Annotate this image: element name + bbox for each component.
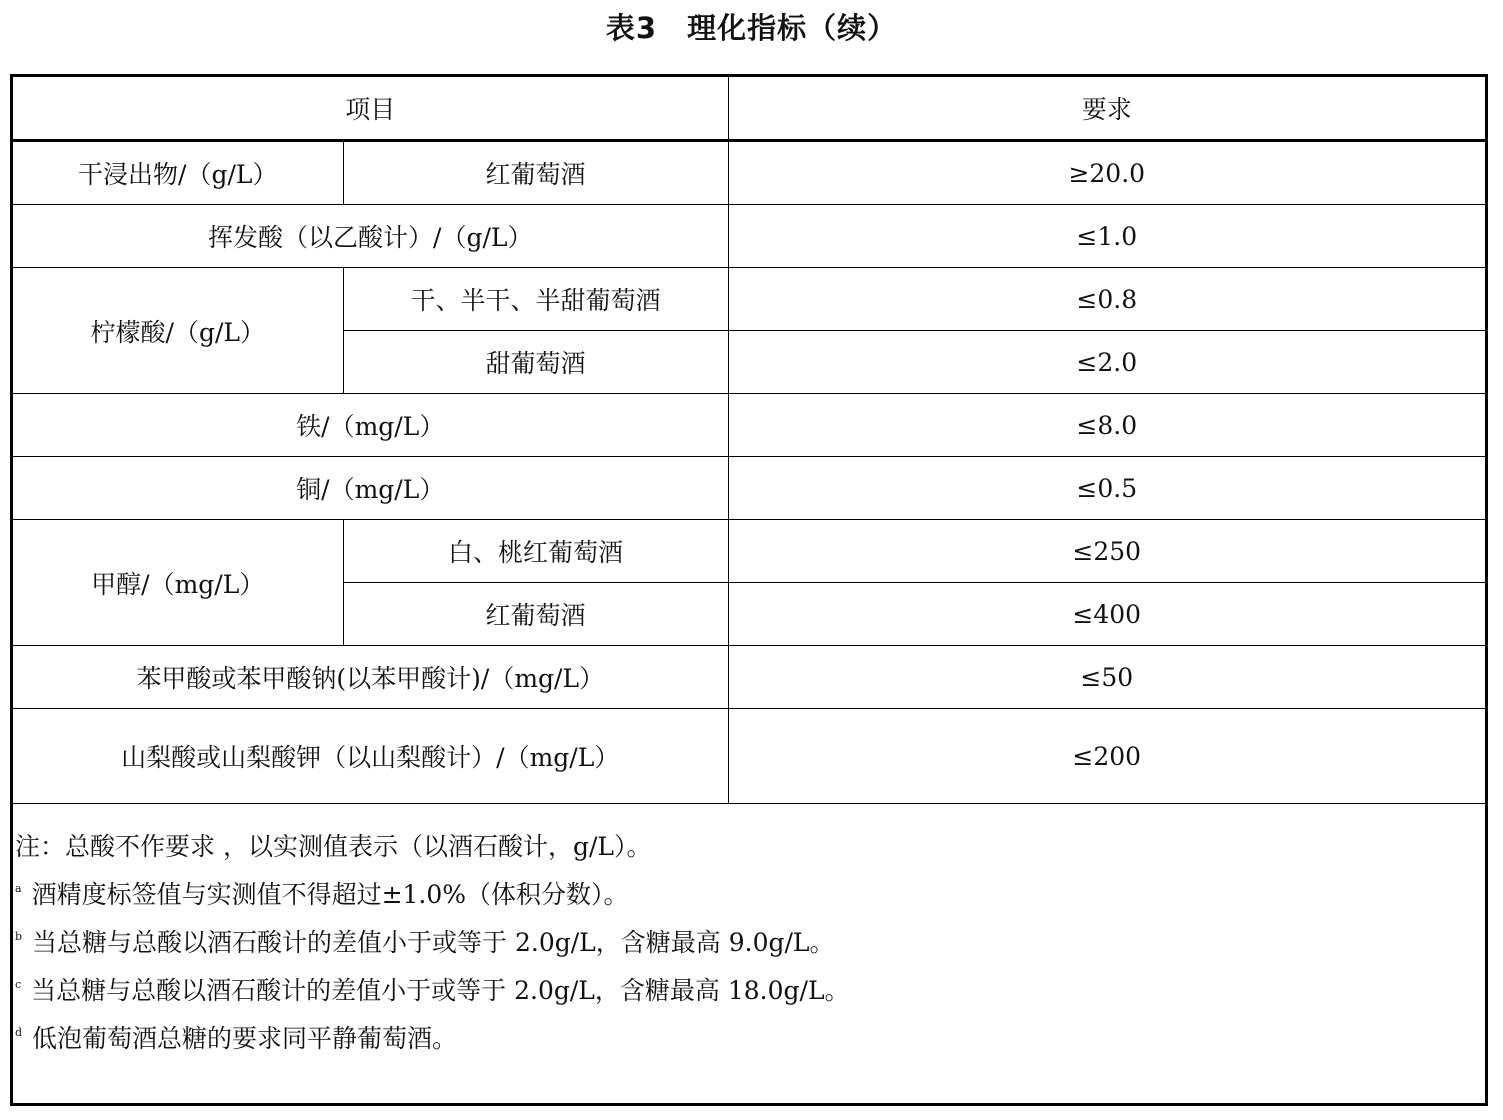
citric-acid-value1: ≤0.8	[728, 268, 1485, 331]
benzoic-value: ≤50	[728, 646, 1485, 709]
methanol-sub1: 白、桃红葡萄酒	[343, 520, 728, 583]
iron-value: ≤8.0	[728, 394, 1485, 457]
note-b	[15, 919, 1475, 967]
table-row	[13, 457, 1485, 520]
sorbic-label: 山梨酸或山梨酸钾（以山梨酸计）/（mg/L）	[13, 709, 728, 804]
table-notes	[15, 823, 1475, 1063]
footnote-mark-b: b	[15, 930, 23, 943]
table-header-row	[13, 77, 1485, 141]
methanol-value2: ≤400	[728, 583, 1485, 646]
table-title: 表3 理化指标（续）	[605, 11, 898, 45]
methanol-value1: ≤250	[728, 520, 1485, 583]
physicochemical-table	[13, 77, 1485, 804]
note-a	[15, 871, 1475, 919]
footnote-mark-d: d	[15, 1026, 23, 1039]
table-row	[13, 709, 1485, 804]
copper-label: 铜/（mg/L）	[13, 457, 728, 520]
methanol-sub2: 红葡萄酒	[343, 583, 728, 646]
table-row	[13, 394, 1485, 457]
sorbic-value: ≤200	[728, 709, 1485, 804]
footnote-mark-c: c	[15, 978, 22, 991]
header-requirement: 要求	[728, 77, 1485, 141]
table-row	[13, 141, 1485, 205]
citric-acid-sub1: 干、半干、半甜葡萄酒	[343, 268, 728, 331]
note-d-text: 低泡葡萄酒总糖的要求同平静葡萄酒。	[32, 1024, 458, 1053]
dry-extract-sub: 红葡萄酒	[343, 141, 728, 205]
citric-acid-value2: ≤2.0	[728, 331, 1485, 394]
table-row	[13, 520, 1485, 583]
dry-extract-value: ≥20.0	[728, 141, 1485, 205]
iron-label: 铁/（mg/L）	[13, 394, 728, 457]
table-row	[13, 646, 1485, 709]
note-d	[15, 1015, 1475, 1063]
footnote-mark-a: a	[15, 882, 22, 895]
note-c	[15, 967, 1475, 1015]
note-c-text: 当总糖与总酸以酒石酸计的差值小于或等于 2.0g/L，含糖最高 18.0g/L。	[31, 976, 850, 1005]
note-a-text: 酒精度标签值与实测值不得超过±1.0%（体积分数）。	[31, 880, 629, 909]
header-item: 项目	[13, 77, 728, 141]
benzoic-label: 苯甲酸或苯甲酸钠(以苯甲酸计)/（mg/L）	[13, 646, 728, 709]
methanol-label: 甲醇/（mg/L）	[13, 520, 343, 646]
citric-acid-sub2: 甜葡萄酒	[343, 331, 728, 394]
table-row	[13, 205, 1485, 268]
citric-acid-label: 柠檬酸/（g/L）	[13, 268, 343, 394]
volatile-acid-label: 挥发酸（以乙酸计）/（g/L）	[13, 205, 728, 268]
table-row	[13, 268, 1485, 331]
copper-value: ≤0.5	[728, 457, 1485, 520]
table-frame	[10, 74, 1488, 1106]
note-main: 注：总酸不作要求 ，以实测值表示（以酒石酸计，g/L）。	[15, 832, 652, 861]
dry-extract-label: 干浸出物/（g/L）	[13, 141, 343, 205]
volatile-acid-value: ≤1.0	[728, 205, 1485, 268]
note-b-text: 当总糖与总酸以酒石酸计的差值小于或等于 2.0g/L，含糖最高 9.0g/L。	[32, 928, 835, 957]
